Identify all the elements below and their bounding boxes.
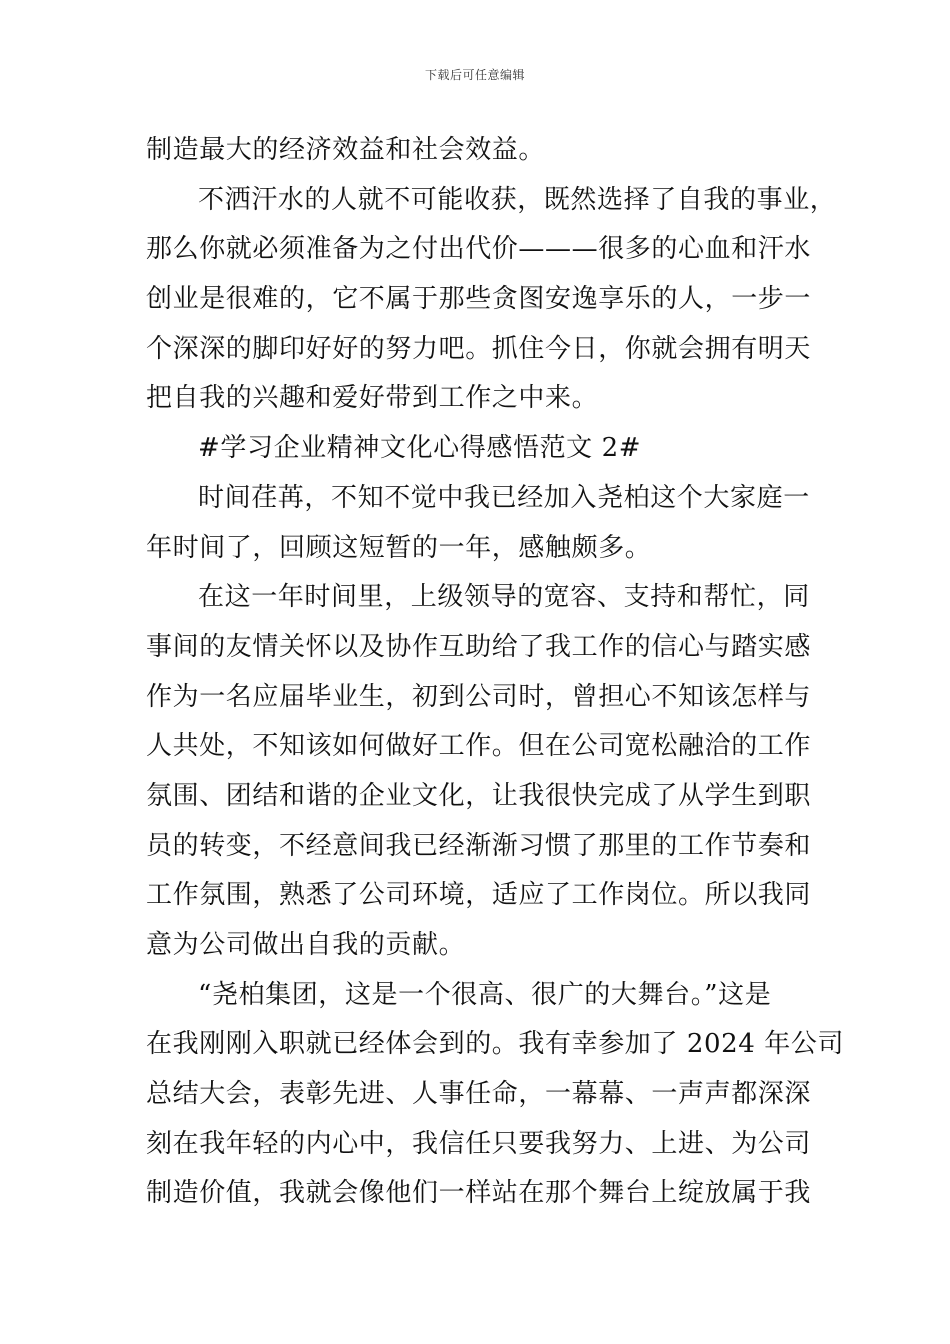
text-line: 员的转变，不经意间我已经渐渐习惯了那里的工作节奏和 xyxy=(146,830,812,861)
text-line: 工作氛围，熟悉了公司环境，适应了工作岗位。所以我同 xyxy=(146,880,812,911)
text-line: 在我刚刚入职就已经体会到的。我有幸参加了 2024 年公司 xyxy=(146,1029,845,1060)
text-line: 总结大会，表彰先进、人事任命，一幕幕、一声声都深深 xyxy=(146,1079,812,1110)
text-line: 年时间了，回顾这短暂的一年，感触颇多。 xyxy=(146,532,652,563)
text-line: 制造价值，我就会像他们一样站在那个舞台上绽放属于我 xyxy=(146,1178,812,1209)
page-header: 下载后可任意编辑 xyxy=(424,68,525,82)
text-line: 个深深的脚印好好的努力吧。抓住今日，你就会拥有明天 xyxy=(146,333,812,364)
text-line: “尧柏集团，这是一个很高、很广的大舞台。”这是 xyxy=(198,979,772,1010)
text-line: 在这一年时间里，上级领导的宽容、支持和帮忙，同 xyxy=(198,582,810,613)
text-line: 事间的友情关怀以及协作互助给了我工作的信心与踏实感 xyxy=(146,631,812,662)
section-heading: #学习企业精神文化心得感悟范文 2# xyxy=(198,433,642,464)
text-line: 作为一名应届毕业生，初到公司时，曾担心不知该怎样与 xyxy=(146,681,812,712)
text-line: 那么你就必须准备为之付出代价———很多的心血和汗水 xyxy=(146,234,812,265)
text-line: 不洒汗水的人就不可能收获，既然选择了自我的事业， xyxy=(198,184,837,215)
text-line: 氛围、团结和谐的企业文化，让我很快完成了从学生到职 xyxy=(146,780,812,811)
text-line: 人共处，不知该如何做好工作。但在公司宽松融洽的工作 xyxy=(146,731,812,762)
text-line: 创业是很难的，它不属于那些贪图安逸享乐的人，一步一 xyxy=(146,284,812,315)
text-line: 意为公司做出自我的贡献。 xyxy=(146,930,466,960)
document-body xyxy=(146,126,845,1219)
text-line: 刻在我年轻的内心中，我信任只要我努力、上进、为公司 xyxy=(146,1128,812,1159)
text-line: 把自我的兴趣和爱好带到工作之中来。 xyxy=(146,383,599,414)
text-line: 制造最大的经济效益和社会效益。 xyxy=(146,135,546,165)
text-line: 时间荏苒，不知不觉中我已经加入尧柏这个大家庭一 xyxy=(198,482,810,513)
